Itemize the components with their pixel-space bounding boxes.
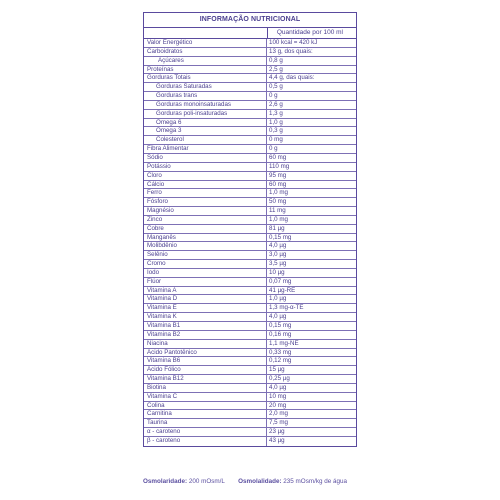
table-row bbox=[144, 83, 356, 92]
nutrient-value: 2,6 g bbox=[269, 100, 283, 108]
osmolalidade-label: Osmolalidade: bbox=[238, 478, 282, 485]
nutrient-value: 2,0 mg bbox=[269, 410, 288, 418]
nutrient-value: 1,1 mg-NE bbox=[269, 339, 299, 347]
nutrient-name: Selênio bbox=[144, 251, 267, 259]
table-row bbox=[144, 225, 356, 234]
nutrient-name: Vitamina K bbox=[144, 313, 267, 321]
table-row bbox=[144, 163, 356, 172]
nutrient-name: Vitamina E bbox=[144, 304, 267, 312]
osmolalidade-value: 235 mOsm/kg de água bbox=[283, 478, 348, 485]
table-row bbox=[144, 242, 356, 251]
nutrient-value: 1,0 g bbox=[269, 118, 283, 126]
table-row bbox=[144, 145, 356, 154]
nutrient-name: α - caroteno bbox=[144, 428, 267, 436]
nutrient-name: Vitamina D bbox=[144, 295, 267, 303]
nutrient-value: 3,0 µg bbox=[269, 251, 287, 259]
nutrient-value: 0,15 mg bbox=[269, 233, 292, 241]
nutrient-value: 1,3 mg-α-TE bbox=[269, 304, 304, 312]
table-row bbox=[144, 74, 356, 83]
nutrient-value: 0,07 mg bbox=[269, 277, 292, 285]
nutrient-value: 0,15 mg bbox=[269, 322, 292, 329]
nutrient-value: 1,3 g bbox=[269, 109, 283, 117]
nutrient-name: Sódio bbox=[144, 154, 267, 162]
nutrient-value: 4,0 µg bbox=[269, 383, 287, 391]
osmolaridade-label: Osmolaridade: bbox=[143, 478, 188, 485]
table-row bbox=[144, 127, 356, 136]
nutrient-name: Ômega 3 bbox=[144, 127, 267, 135]
nutrient-value: 60 mg bbox=[269, 180, 287, 188]
table-row bbox=[144, 234, 356, 243]
nutrient-name: Magnésio bbox=[144, 207, 267, 215]
table-row bbox=[144, 119, 356, 128]
nutrient-value: 4,0 µg bbox=[269, 313, 287, 321]
nutrient-name: Zinco bbox=[144, 216, 267, 224]
nutrient-name: Iodo bbox=[144, 269, 267, 277]
nutrient-value: 0,5 g bbox=[269, 83, 283, 91]
table-row bbox=[144, 357, 356, 366]
nutrient-name: Molibdênio bbox=[144, 242, 267, 250]
table-row bbox=[144, 437, 356, 446]
nutrient-value: 4,0 µg bbox=[269, 242, 287, 250]
table-row bbox=[144, 101, 356, 110]
nutrient-value: 4,4 g, das quais: bbox=[269, 74, 315, 82]
nutrient-name: Açúcares bbox=[144, 57, 267, 65]
nutrient-name: Ômega 6 bbox=[144, 119, 267, 127]
nutrient-name: Colina bbox=[144, 402, 267, 410]
nutrient-name: Gorduras trans bbox=[144, 92, 267, 100]
table-row bbox=[144, 260, 356, 269]
nutrient-value: 1,0 µg bbox=[269, 295, 287, 303]
table-row bbox=[144, 251, 356, 260]
nutrient-value: 0,33 mg bbox=[269, 348, 292, 356]
table-row bbox=[144, 181, 356, 190]
table-row bbox=[144, 92, 356, 101]
table-row bbox=[144, 198, 356, 207]
nutrient-value: 23 µg bbox=[269, 428, 285, 436]
nutrient-name: Taurina bbox=[144, 419, 267, 427]
nutrient-name: Ferro bbox=[144, 189, 267, 197]
nutrient-value: 13 g, dos quais: bbox=[269, 47, 313, 55]
table-row bbox=[144, 366, 356, 375]
table-row bbox=[144, 57, 356, 66]
nutrient-name: Valor Energético bbox=[144, 39, 267, 47]
nutrient-name: Vitamina B2 bbox=[144, 331, 267, 339]
table-row bbox=[144, 48, 356, 57]
nutrient-name: Cloro bbox=[144, 172, 267, 180]
nutrient-name: Biotina bbox=[144, 384, 267, 392]
nutrient-value: 0,25 µg bbox=[269, 375, 290, 383]
nutrient-value: 100 kcal = 420 kJ bbox=[269, 39, 318, 46]
table-row bbox=[144, 189, 356, 198]
nutrient-name: Cálcio bbox=[144, 181, 267, 189]
nutrient-name: Fósforo bbox=[144, 198, 267, 206]
table-row bbox=[144, 287, 356, 296]
table-row bbox=[144, 313, 356, 322]
nutrient-value: 110 mg bbox=[269, 162, 290, 170]
nutrient-name: Cromo bbox=[144, 260, 267, 268]
quantity-header-row bbox=[144, 28, 356, 39]
nutrient-name: Vitamina B6 bbox=[144, 357, 267, 365]
nutrient-name: Carnitina bbox=[144, 410, 267, 418]
table-row bbox=[144, 419, 356, 428]
nutrient-value: 1,0 mg bbox=[269, 215, 288, 223]
nutrient-value: 0,16 mg bbox=[269, 330, 292, 338]
nutrient-value: 0 g bbox=[269, 145, 278, 153]
nutrient-value: 20 mg bbox=[269, 401, 287, 409]
table-row bbox=[144, 207, 356, 216]
osmolarity-footer bbox=[143, 478, 383, 485]
nutrient-value: 0,8 g bbox=[269, 56, 283, 64]
nutrient-name: Vitamina B1 bbox=[144, 322, 267, 330]
nutrient-value: 81 µg bbox=[269, 224, 285, 232]
nutrient-name: Ácido Fólico bbox=[144, 366, 267, 374]
nutrient-value: 3,5 µg bbox=[269, 260, 287, 268]
nutrient-value: 0 g bbox=[269, 92, 278, 100]
nutrient-name: Gorduras Saturadas bbox=[144, 83, 267, 91]
nutrient-name: Vitamina C bbox=[144, 393, 267, 401]
table-row bbox=[144, 340, 356, 349]
nutrient-name: Manganês bbox=[144, 234, 267, 242]
table-row bbox=[144, 349, 356, 358]
nutrient-value: 0,12 mg bbox=[269, 357, 292, 365]
table-row bbox=[144, 322, 356, 331]
nutrient-name: Gorduras Totais bbox=[144, 74, 267, 82]
table-row bbox=[144, 39, 356, 48]
table-row bbox=[144, 136, 356, 145]
nutrient-value: 95 mg bbox=[269, 171, 287, 179]
nutrient-value: 15 µg bbox=[269, 366, 285, 374]
nutrient-value: 0 mg bbox=[269, 136, 283, 144]
table-title: INFORMAÇÃO NUTRICIONAL bbox=[144, 13, 356, 28]
nutrient-value: 43 µg bbox=[269, 436, 285, 444]
nutrient-value: 10 µg bbox=[269, 268, 285, 276]
nutrient-value: 60 mg bbox=[269, 153, 287, 161]
nutrient-name: Fibra Alimentar bbox=[144, 145, 267, 153]
table-row bbox=[144, 110, 356, 119]
nutrient-name: Carboidratos bbox=[144, 48, 267, 56]
table-row bbox=[144, 393, 356, 402]
table-row bbox=[144, 269, 356, 278]
nutrition-table bbox=[143, 12, 357, 447]
table-row bbox=[144, 304, 356, 313]
table-row bbox=[144, 66, 356, 75]
nutrient-name: Vitamina B12 bbox=[144, 375, 267, 383]
table-row bbox=[144, 278, 356, 287]
quantity-header: Quantidade por 100 ml bbox=[276, 29, 343, 36]
nutrient-name: Ácido Pantotênico bbox=[144, 349, 267, 357]
nutrient-name: β - caroteno bbox=[144, 437, 267, 446]
table-row bbox=[144, 410, 356, 419]
nutrient-value: 50 mg bbox=[269, 198, 287, 206]
table-row bbox=[144, 384, 356, 393]
nutrient-name: Cobre bbox=[144, 225, 267, 233]
nutrient-value: 7,5 mg bbox=[269, 419, 288, 427]
table-row bbox=[144, 172, 356, 181]
osmolaridade-value: 200 mOsm/L bbox=[188, 478, 225, 485]
nutrient-name: Colesterol bbox=[144, 136, 267, 144]
table-row bbox=[144, 402, 356, 411]
table-row bbox=[144, 216, 356, 225]
nutrient-value: 0,3 g bbox=[269, 127, 283, 135]
table-row bbox=[144, 428, 356, 437]
nutrient-value: 10 mg bbox=[269, 392, 287, 400]
nutrient-name: Flúor bbox=[144, 278, 267, 286]
table-row bbox=[144, 331, 356, 340]
nutrient-value: 2,5 g bbox=[269, 65, 283, 73]
quantity-header-empty-cell bbox=[144, 28, 268, 38]
nutrient-name: Gorduras monoinsaturadas bbox=[144, 101, 267, 109]
nutrient-name: Proteínas bbox=[144, 66, 267, 74]
nutrient-name: Gorduras poli-insaturadas bbox=[144, 110, 267, 118]
nutrient-name: Potássio bbox=[144, 163, 267, 171]
table-row bbox=[144, 295, 356, 304]
table-row bbox=[144, 375, 356, 384]
nutrient-value: 11 mg bbox=[269, 207, 286, 215]
nutrient-value: 1,0 mg bbox=[269, 189, 288, 197]
table-row bbox=[144, 154, 356, 163]
nutrient-rows bbox=[144, 39, 356, 446]
nutrient-name: Niacina bbox=[144, 340, 267, 348]
nutrient-name: Vitamina A bbox=[144, 287, 267, 295]
nutrient-value: 41 µg-RE bbox=[269, 286, 296, 294]
